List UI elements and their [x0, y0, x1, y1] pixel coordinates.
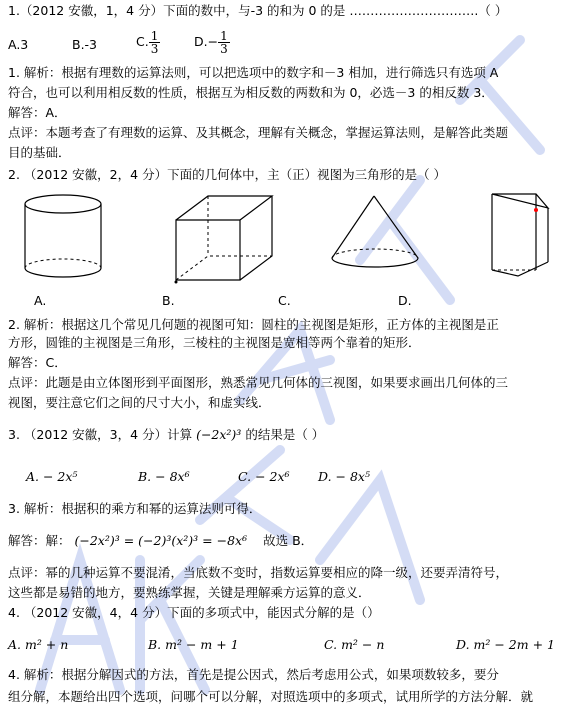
q3-option-d: D. − 8x⁵ [318, 469, 370, 484]
q3-answer-choice: 故选 B． [263, 533, 314, 548]
q1-analysis-line1: 1. 解析：根据有理数的运算法则，可以把选项中的数字和－3 相加，进行筛选只有选项 A [8, 65, 499, 80]
q1-option-b: B.-3 [72, 37, 98, 52]
q1-stem: 1.（2012 安徽，1，4 分）下面的数中，与-3 的和为 0 的是 ………………………….（ ） [8, 3, 508, 18]
q1-option-c-fraction [149, 30, 161, 55]
q3-answer-prefix: 解答：解： [8, 533, 71, 548]
triangular-prism-figure [488, 190, 562, 280]
q2-stem: 2. （2012 安徽，2，4 分）下面的几何体中，主（正）视图为三角形的是（ ） [8, 167, 447, 182]
q4-option-d: D. m² − 2m + 1 [456, 637, 555, 652]
q4-option-a: A. m² + n [8, 637, 69, 652]
fraction-numerator: 1 [220, 29, 228, 43]
q3-stem-text: 3. （2012 安徽，3，4 分）计算 [8, 427, 193, 442]
q2-label-c: C. [278, 293, 291, 308]
q2-answer: 解答：C． [8, 355, 67, 370]
fraction-numerator: 1 [150, 29, 159, 43]
cylinder-figure [18, 192, 108, 282]
q1-answer: 解答：A． [8, 105, 67, 120]
q1-option-d-fraction [218, 30, 230, 55]
q2-comment-line2: 视图，要注意它们之间的尺寸大小，和虚实线． [8, 395, 271, 410]
fraction-denominator: 3 [150, 42, 159, 56]
q4-analysis-line1: 4. 解析：根据分解因式的方法，首先是提公因式，然后考虑用公式，如果项数较多，要分 [8, 667, 499, 682]
q1-options [8, 30, 572, 60]
q3-comment-line2: 这些都是易错的地方，要熟练掌握，关键是理解乘方运算的意义． [8, 585, 371, 600]
q1-comment-line2: 目的基础． [8, 145, 71, 160]
q3-answer-expression: (−2x²)³ = (−2)³(x²)³ = −8x⁶ [74, 533, 248, 548]
cube-figure [168, 192, 278, 292]
q1-option-c-label: C. [136, 34, 149, 49]
q4-analysis-line2: 组分解，本题给出四个选项，问哪个可以分解，对照选项中的多项式，试用所学的方法分解．就 [8, 689, 534, 704]
q3-comment-line1: 点评：幂的几种运算不要混淆，当底数不变时，指数运算要相应的降一级，还要弄清符号， [8, 565, 509, 580]
q2-label-a: A. [34, 293, 47, 308]
q1-option-c [136, 30, 160, 55]
q1-comment-line1: 点评：本题考查了有理数的运算、及其概念，理解有关概念，掌握运算法则，是解答此类题 [8, 125, 509, 140]
q4-option-c: C. m² − n [324, 637, 385, 652]
q2-label-b: B. [162, 293, 175, 308]
q3-stem-tail: 的结果是（ ） [245, 427, 325, 442]
q3-analysis: 3. 解析：根据积的乘方和幂的运算法则可得． [8, 501, 262, 516]
q3-option-a: A. − 2x⁵ [26, 469, 78, 484]
q1-option-d [194, 30, 230, 55]
cone-figure [326, 192, 426, 277]
q3-answer [8, 532, 572, 550]
q1-option-d-label: D.− [194, 34, 219, 49]
q2-analysis-line2: 方形，圆锥的主视图是三角形，三棱柱的主视图是宽相等两个靠着的矩形． [8, 335, 421, 350]
q4-option-b: B. m² − m + 1 [148, 637, 239, 652]
q2-analysis-line1: 2. 解析：根据这几个常见几何题的视图可知：圆柱的主视图是矩形，正方体的主视图是正 [8, 317, 499, 332]
q2-comment-line1: 点评：此题是由立体图形到平面图形，熟悉常见几何体的三视图，如果要求画出几何体的三 [8, 375, 509, 390]
fraction-denominator: 3 [220, 42, 228, 56]
q3-stem [8, 426, 572, 444]
q3-option-c: C. − 2x⁶ [238, 469, 290, 484]
q3-option-b: B. − 8x⁶ [138, 469, 190, 484]
q3-stem-expression: (−2x²)³ [196, 427, 242, 442]
q4-stem: 4. （2012 安徽，4，4 分）下面的多项式中，能因式分解的是（） [8, 605, 380, 620]
q1-analysis-line2: 符合，也可以利用相反数的性质，根据互为相反数的两数和为 0，必选－3 的相反数 3． [8, 85, 494, 100]
q2-label-d: D. [398, 293, 412, 308]
q1-option-a: A.3 [8, 37, 29, 52]
